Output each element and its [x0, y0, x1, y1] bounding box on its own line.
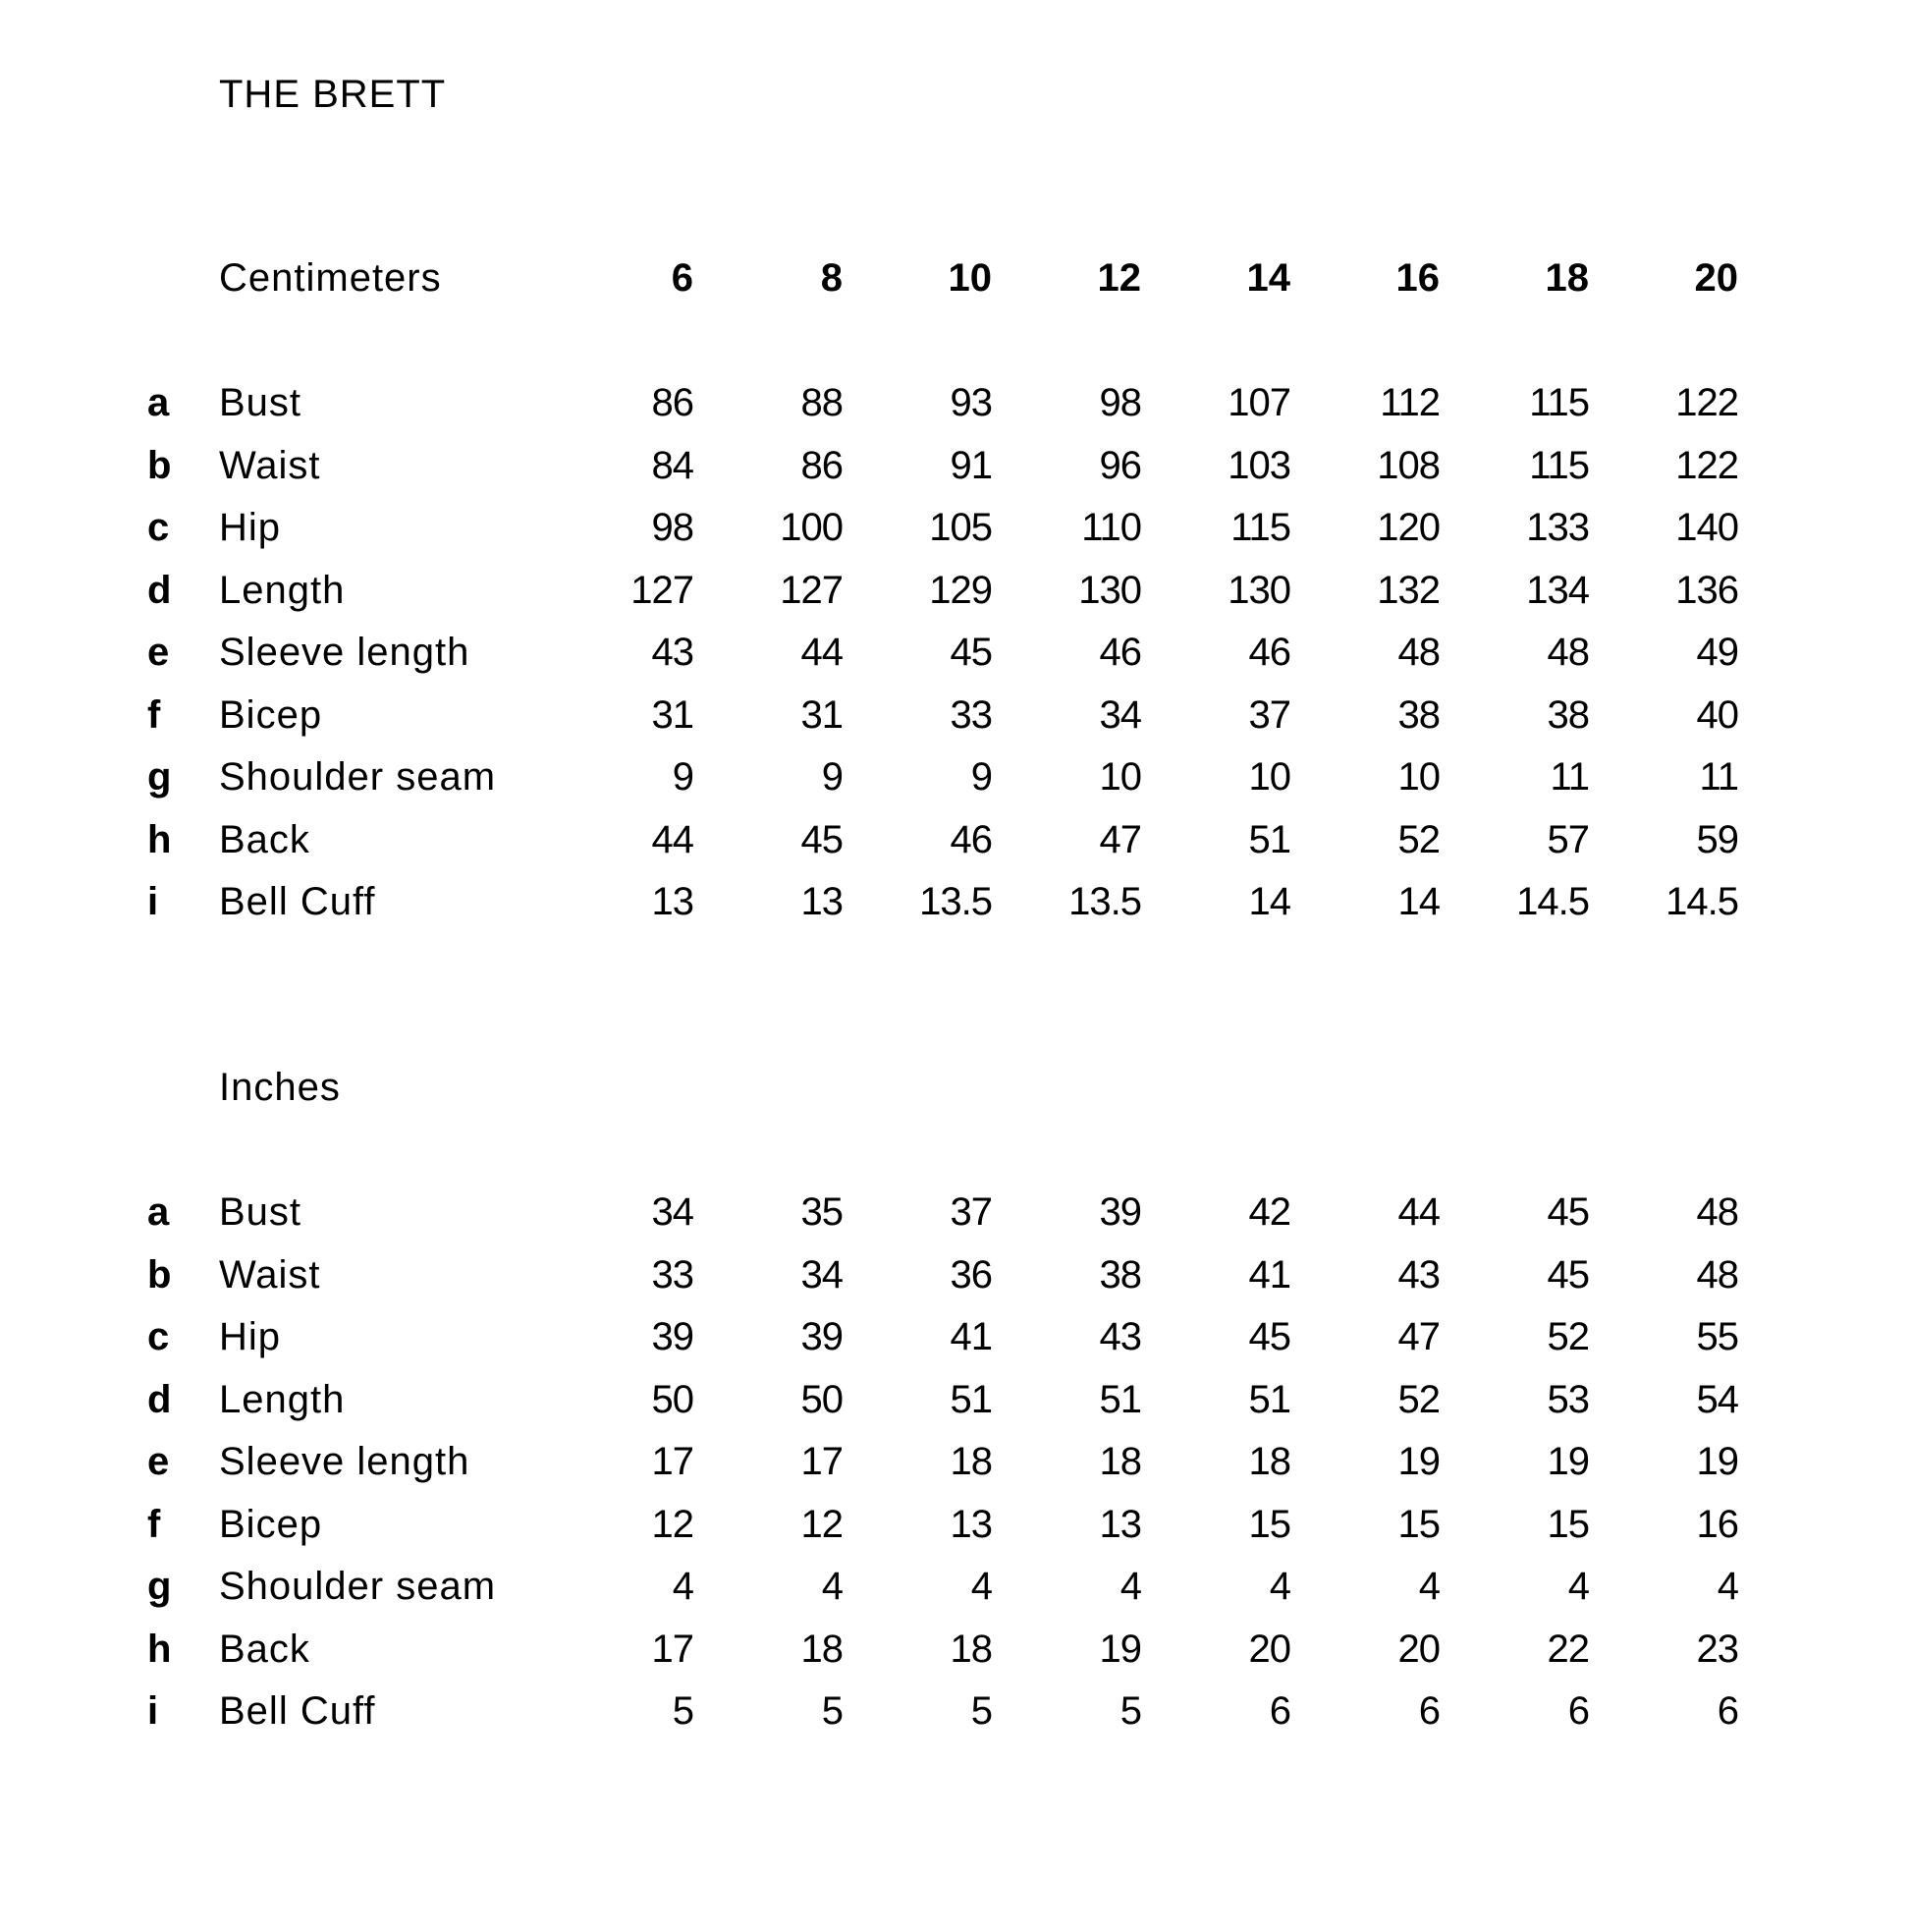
table-cell: 36 — [950, 1253, 992, 1297]
table-cell: 96 — [1099, 444, 1141, 487]
table-cell: 9 — [821, 755, 843, 799]
table-cell: 50 — [800, 1378, 843, 1421]
table-cell: 93 — [950, 381, 992, 424]
row-letter: a — [147, 1190, 170, 1234]
table-cell: 5 — [821, 1689, 843, 1733]
table-cell: 39 — [800, 1315, 843, 1358]
row-measurement-name: Sleeve length — [219, 631, 470, 674]
table-cell: 14 — [1248, 880, 1290, 923]
table-cell: 105 — [929, 506, 992, 549]
table-cell: 43 — [1397, 1253, 1440, 1297]
table-cell: 45 — [1547, 1253, 1589, 1297]
table-cell: 136 — [1675, 569, 1738, 612]
row-measurement-name: Shoulder seam — [219, 1565, 497, 1608]
table-cell: 115 — [1529, 381, 1589, 424]
row-letter: a — [147, 381, 170, 424]
table-cell: 108 — [1377, 444, 1440, 487]
table-cell: 42 — [1248, 1190, 1290, 1234]
table-cell: 13.5 — [919, 880, 992, 923]
table-cell: 98 — [1099, 381, 1141, 424]
table-cell: 38 — [1099, 1253, 1141, 1297]
table-cell: 14.5 — [1516, 880, 1589, 923]
table-row — [0, 1309, 1911, 1371]
table-cell: 38 — [1547, 693, 1589, 737]
table-cell: 41 — [1248, 1253, 1290, 1297]
size-header: 20 — [1694, 256, 1738, 300]
table-cell: 4 — [1119, 1565, 1141, 1608]
table-cell: 37 — [950, 1190, 992, 1234]
row-letter: c — [147, 506, 170, 549]
table-row — [0, 1372, 1911, 1434]
table-cell: 13 — [950, 1503, 992, 1546]
row-measurement-name: Bicep — [219, 693, 323, 737]
table-cell: 44 — [1397, 1190, 1440, 1234]
table-cell: 35 — [800, 1190, 843, 1234]
table-cell: 132 — [1377, 569, 1440, 612]
table-cell: 45 — [950, 631, 992, 674]
row-measurement-name: Waist — [219, 1253, 321, 1297]
centimeters-label: Centimeters — [219, 256, 442, 300]
table-cell: 122 — [1675, 444, 1738, 487]
row-letter: e — [147, 631, 170, 674]
table-cell: 55 — [1696, 1315, 1738, 1358]
table-cell: 34 — [800, 1253, 843, 1297]
row-letter: c — [147, 1315, 170, 1358]
row-measurement-name: Waist — [219, 444, 321, 487]
table-cell: 17 — [651, 1628, 693, 1671]
page-title: THE BRETT — [219, 73, 447, 116]
row-letter: d — [147, 569, 172, 612]
table-cell: 5 — [672, 1689, 693, 1733]
table-cell: 19 — [1547, 1440, 1589, 1483]
table-row — [0, 1622, 1911, 1684]
row-letter: h — [147, 1628, 172, 1671]
table-row — [0, 1559, 1911, 1621]
row-letter: g — [147, 755, 172, 799]
table-cell: 38 — [1397, 693, 1440, 737]
row-measurement-name: Shoulder seam — [219, 755, 497, 799]
table-cell: 51 — [1248, 818, 1290, 861]
table-cell: 48 — [1547, 631, 1589, 674]
table-cell: 103 — [1228, 444, 1290, 487]
table-cell: 19 — [1099, 1628, 1141, 1671]
table-cell: 10 — [1397, 755, 1440, 799]
table-cell: 50 — [651, 1378, 693, 1421]
row-letter: b — [147, 1253, 172, 1297]
table-cell: 6 — [1269, 1689, 1290, 1733]
table-cell: 51 — [1099, 1378, 1141, 1421]
table-cell: 46 — [950, 818, 992, 861]
table-cell: 86 — [800, 444, 843, 487]
row-measurement-name: Length — [219, 1378, 346, 1421]
table-row — [0, 1684, 1911, 1745]
table-cell: 40 — [1696, 693, 1738, 737]
table-row — [0, 1434, 1911, 1496]
table-cell: 39 — [651, 1315, 693, 1358]
table-cell: 44 — [651, 818, 693, 861]
table-cell: 20 — [1397, 1628, 1440, 1671]
row-letter: h — [147, 818, 172, 861]
table-row — [0, 1247, 1911, 1309]
table-cell: 48 — [1397, 631, 1440, 674]
table-cell: 6 — [1418, 1689, 1440, 1733]
table-cell: 45 — [1248, 1315, 1290, 1358]
table-cell: 13 — [1099, 1503, 1141, 1546]
table-cell: 15 — [1397, 1503, 1440, 1546]
table-cell: 88 — [800, 381, 843, 424]
size-header: 12 — [1097, 256, 1141, 300]
table-cell: 13.5 — [1068, 880, 1141, 923]
table-cell: 133 — [1526, 506, 1589, 549]
table-cell: 34 — [651, 1190, 693, 1234]
table-cell: 10 — [1099, 755, 1141, 799]
table-cell: 120 — [1377, 506, 1440, 549]
table-cell: 115 — [1529, 444, 1589, 487]
table-cell: 112 — [1380, 381, 1440, 424]
table-cell: 100 — [780, 506, 843, 549]
table-cell: 6 — [1567, 1689, 1589, 1733]
size-header: 16 — [1395, 256, 1440, 300]
table-cell: 41 — [950, 1315, 992, 1358]
table-cell: 86 — [651, 381, 693, 424]
table-cell: 134 — [1526, 569, 1589, 612]
table-cell: 17 — [800, 1440, 843, 1483]
table-cell: 31 — [651, 693, 693, 737]
table-cell: 4 — [821, 1565, 843, 1608]
table-cell: 110 — [1081, 506, 1141, 549]
table-row — [0, 375, 1911, 437]
table-cell: 107 — [1228, 381, 1290, 424]
table-cell: 19 — [1397, 1440, 1440, 1483]
size-header: 6 — [671, 256, 693, 300]
row-measurement-name: Length — [219, 569, 346, 612]
row-measurement-name: Bell Cuff — [219, 1689, 376, 1733]
table-cell: 115 — [1230, 506, 1290, 549]
table-cell: 15 — [1248, 1503, 1290, 1546]
table-cell: 13 — [800, 880, 843, 923]
table-cell: 53 — [1547, 1378, 1589, 1421]
table-cell: 52 — [1397, 818, 1440, 861]
inches-label: Inches — [219, 1066, 341, 1109]
row-letter: i — [147, 880, 159, 923]
table-row — [0, 1185, 1911, 1246]
table-cell: 4 — [1567, 1565, 1589, 1608]
table-cell: 14.5 — [1665, 880, 1738, 923]
table-cell: 9 — [672, 755, 693, 799]
table-cell: 44 — [800, 631, 843, 674]
table-cell: 5 — [1119, 1689, 1141, 1733]
table-cell: 43 — [651, 631, 693, 674]
table-cell: 9 — [970, 755, 992, 799]
table-row — [0, 874, 1911, 936]
table-cell: 11 — [1699, 755, 1738, 799]
table-cell: 4 — [1717, 1565, 1738, 1608]
table-cell: 12 — [800, 1503, 843, 1546]
table-cell: 91 — [950, 444, 992, 487]
table-cell: 47 — [1397, 1315, 1440, 1358]
size-header: 10 — [948, 256, 992, 300]
table-cell: 23 — [1696, 1628, 1738, 1671]
table-cell: 33 — [651, 1253, 693, 1297]
table-cell: 31 — [800, 693, 843, 737]
row-measurement-name: Bust — [219, 1190, 302, 1234]
table-cell: 4 — [1418, 1565, 1440, 1608]
table-cell: 45 — [800, 818, 843, 861]
row-measurement-name: Hip — [219, 1315, 282, 1358]
table-cell: 4 — [672, 1565, 693, 1608]
table-row — [0, 563, 1911, 625]
table-cell: 84 — [651, 444, 693, 487]
table-row — [0, 500, 1911, 562]
row-measurement-name: Bicep — [219, 1503, 323, 1546]
table-cell: 19 — [1696, 1440, 1738, 1483]
size-header: 8 — [820, 256, 843, 300]
table-cell: 43 — [1099, 1315, 1141, 1358]
table-cell: 130 — [1228, 569, 1290, 612]
table-cell: 15 — [1547, 1503, 1589, 1546]
table-cell: 45 — [1547, 1190, 1589, 1234]
table-cell: 129 — [929, 569, 992, 612]
table-cell: 18 — [1248, 1440, 1290, 1483]
row-letter: g — [147, 1565, 172, 1608]
table-cell: 98 — [651, 506, 693, 549]
table-row — [0, 749, 1911, 811]
table-cell: 12 — [651, 1503, 693, 1546]
table-cell: 17 — [651, 1440, 693, 1483]
row-measurement-name: Back — [219, 1628, 310, 1671]
row-measurement-name: Hip — [219, 506, 282, 549]
table-cell: 127 — [780, 569, 843, 612]
table-cell: 18 — [800, 1628, 843, 1671]
table-cell: 22 — [1547, 1628, 1589, 1671]
table-cell: 51 — [1248, 1378, 1290, 1421]
table-cell: 6 — [1717, 1689, 1738, 1733]
table-cell: 48 — [1696, 1190, 1738, 1234]
table-cell: 47 — [1099, 818, 1141, 861]
table-cell: 52 — [1547, 1315, 1589, 1358]
table-cell: 54 — [1696, 1378, 1738, 1421]
table-row — [0, 1497, 1911, 1559]
table-cell: 46 — [1099, 631, 1141, 674]
table-cell: 13 — [651, 880, 693, 923]
table-cell: 39 — [1099, 1190, 1141, 1234]
table-cell: 18 — [1099, 1440, 1141, 1483]
row-measurement-name: Back — [219, 818, 310, 861]
row-letter: f — [147, 693, 161, 737]
table-cell: 130 — [1078, 569, 1141, 612]
table-cell: 127 — [630, 569, 693, 612]
row-letter: e — [147, 1440, 170, 1483]
table-cell: 18 — [950, 1628, 992, 1671]
table-cell: 18 — [950, 1440, 992, 1483]
table-cell: 122 — [1675, 381, 1738, 424]
table-cell: 46 — [1248, 631, 1290, 674]
table-cell: 5 — [970, 1689, 992, 1733]
table-cell: 33 — [950, 693, 992, 737]
row-measurement-name: Bust — [219, 381, 302, 424]
row-letter: i — [147, 1689, 159, 1733]
table-cell: 11 — [1550, 755, 1589, 799]
table-cell: 4 — [970, 1565, 992, 1608]
table-row — [0, 625, 1911, 687]
table-cell: 49 — [1696, 631, 1738, 674]
size-header: 18 — [1545, 256, 1589, 300]
table-row — [0, 438, 1911, 500]
table-cell: 140 — [1675, 506, 1738, 549]
table-row — [0, 688, 1911, 749]
table-cell: 14 — [1397, 880, 1440, 923]
table-cell: 51 — [950, 1378, 992, 1421]
table-cell: 37 — [1248, 693, 1290, 737]
table-row — [0, 812, 1911, 874]
table-cell: 10 — [1248, 755, 1290, 799]
row-letter: d — [147, 1378, 172, 1421]
table-cell: 59 — [1696, 818, 1738, 861]
table-cell: 4 — [1269, 1565, 1290, 1608]
table-cell: 20 — [1248, 1628, 1290, 1671]
table-cell: 48 — [1696, 1253, 1738, 1297]
table-cell: 52 — [1397, 1378, 1440, 1421]
row-measurement-name: Sleeve length — [219, 1440, 470, 1483]
row-measurement-name: Bell Cuff — [219, 880, 376, 923]
size-header: 14 — [1246, 256, 1290, 300]
table-cell: 57 — [1547, 818, 1589, 861]
row-letter: f — [147, 1503, 161, 1546]
size-header-row — [0, 250, 1911, 305]
table-cell: 34 — [1099, 693, 1141, 737]
row-letter: b — [147, 444, 172, 487]
table-cell: 16 — [1696, 1503, 1738, 1546]
